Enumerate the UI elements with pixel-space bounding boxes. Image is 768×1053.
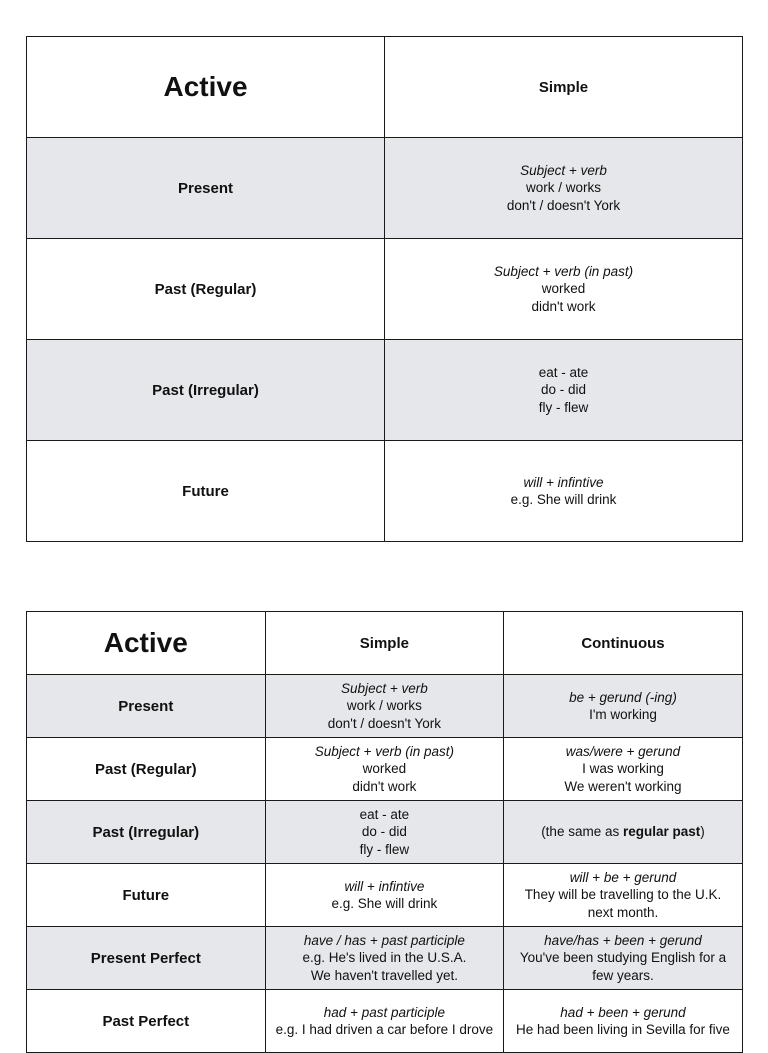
cell-line: work / works [346,698,422,714]
cell-line: didn't work [531,298,596,314]
cell-text-bold: regular past [622,824,701,840]
table-row [27,340,743,441]
row-header: Present Perfect [27,927,266,990]
tense-table-simple-continuous [26,611,743,1053]
row-header: Present [27,138,385,239]
column-header-continuous: Continuous [504,612,743,675]
table-cell [504,738,743,801]
cell-line: next month. [587,904,659,920]
cell-text-prefix: (the same as [541,824,623,840]
cell-line: Subject + verb [520,162,607,178]
table-cell [385,441,743,542]
table-cell [504,675,743,738]
cell-line: don't / doesn't York [506,197,621,213]
table-cell [265,927,504,990]
cell-line: e.g. She will drink [331,896,438,911]
cell-line: worked [541,281,586,297]
table-row [27,738,743,801]
cell-line: We haven't travelled yet. [310,967,458,983]
table-row [27,801,743,864]
table-row [27,441,743,542]
row-header: Present [27,675,266,738]
cell-line: eat - ate [359,806,410,822]
cell-line: Subject + verb (in past) [314,743,454,759]
cell-line: fly - flew [538,399,589,415]
cell-line: didn't work [352,778,417,794]
table-row [27,864,743,927]
table-row [27,675,743,738]
cell-line: few years. [592,967,654,983]
cell-line: I'm working [589,707,657,722]
cell-line: eat - ate [538,364,589,380]
cell-line: worked [362,761,407,777]
table-cell [265,864,504,927]
cell-line: e.g. I had driven a car before I drove [275,1022,494,1037]
cell-line: was/were + gerund [565,743,681,759]
cell-line: They will be travelling to the U.K. [524,887,722,903]
table-cell [265,990,504,1053]
table-row [27,990,743,1053]
tense-table-simple [26,36,743,542]
table-cell [385,239,743,340]
table-row [27,239,743,340]
cell-line: He had been living in Sevilla for five [516,1022,730,1037]
table-cell [265,675,504,738]
cell-line: do - did [540,382,587,398]
table-cell [504,990,743,1053]
header-row [27,612,743,675]
cell-line: e.g. He's lived in the U.S.A. [302,950,467,966]
table-row [27,927,743,990]
row-header: Future [27,441,385,542]
cell-line: e.g. She will drink [510,492,617,507]
row-header: Past Perfect [27,990,266,1053]
row-header: Future [27,864,266,927]
table-body [27,612,743,1053]
cell-line: have / has + past participle [303,932,465,948]
cell-line: be + gerund (-ing) [569,689,677,705]
table-row [27,138,743,239]
cell-line: Subject + verb [341,680,428,696]
table-body [27,37,743,542]
cell-line: had + past participle [323,1004,445,1020]
row-header: Past (Irregular) [27,340,385,441]
header-row [27,37,743,138]
cell-line: have/has + been + gerund [544,932,702,948]
cell-line: We weren't working [564,778,682,794]
cell-line [508,823,738,841]
cell-line: had + been + gerund [560,1004,686,1020]
table-cell [265,801,504,864]
cell-line: don't / doesn't York [327,715,442,731]
table-cell [385,138,743,239]
table-cell [265,738,504,801]
cell-line: work / works [525,180,601,196]
cell-line: You've been studying English for a [519,950,727,966]
cell-text-suffix: ) [700,824,705,840]
table-cell [504,927,743,990]
cell-line: will + be + gerund [569,869,677,885]
table-title: Active [27,612,266,675]
table-cell [504,864,743,927]
cell-line: will + infintive [523,474,604,490]
cell-line: will + infintive [344,878,425,894]
row-header: Past (Regular) [27,738,266,801]
column-header-simple: Simple [385,37,743,138]
table-cell [385,340,743,441]
cell-line: I was working [582,761,664,777]
table-cell [504,801,743,864]
row-header: Past (Irregular) [27,801,266,864]
cell-line: Subject + verb (in past) [493,263,634,279]
cell-line: fly - flew [359,841,410,857]
column-header-simple: Simple [265,612,504,675]
table-title: Active [27,37,385,138]
row-header: Past (Regular) [27,239,385,340]
cell-line: do - did [361,824,407,840]
